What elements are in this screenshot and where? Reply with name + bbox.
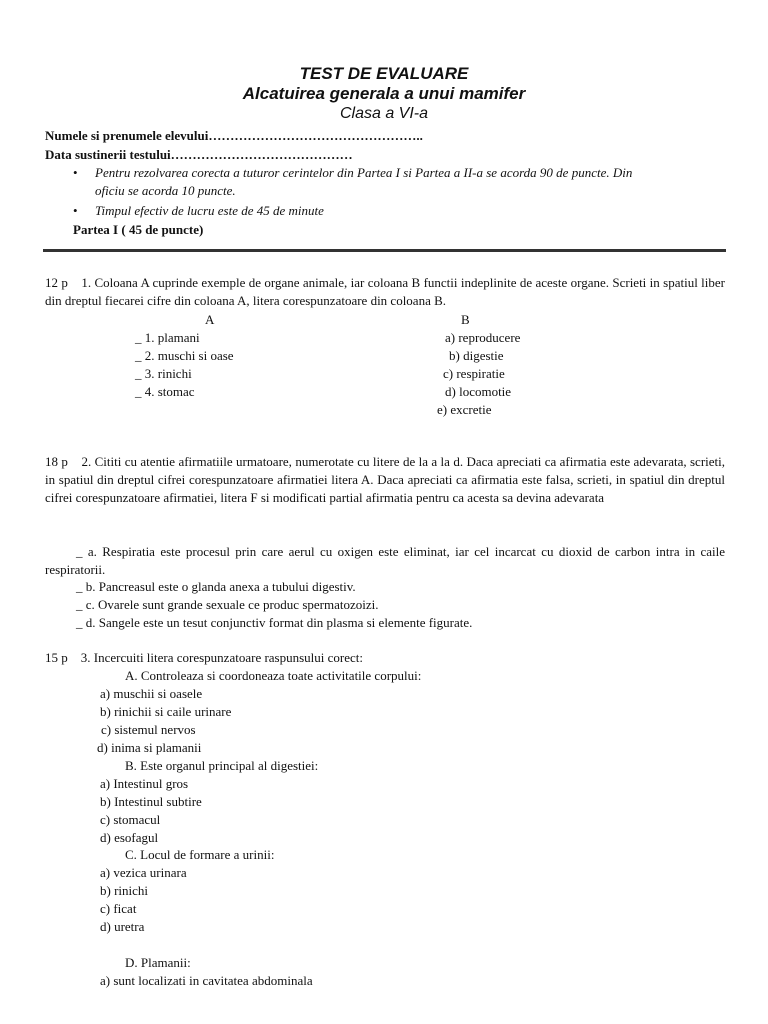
subquestion-a-title: A. Controleaza si coordoneaza toate activitatile corpului: bbox=[125, 668, 422, 683]
points-label: 15 p bbox=[45, 650, 68, 665]
column-b-item: c) respiratie bbox=[443, 366, 505, 381]
answer-option: b) rinichii si caile urinare bbox=[100, 704, 232, 719]
question-text: 3. Incercuiti litera corespunzatoare raspunsului corect: bbox=[80, 650, 364, 665]
bullet-icon: • bbox=[73, 165, 78, 180]
answer-option: d) inima si plamanii bbox=[97, 740, 202, 755]
column-b-item: d) locomotie bbox=[445, 384, 512, 399]
statement-d: _ d. Sangele este un tesut conjunctiv format din plasma si elemente figurate. bbox=[76, 615, 473, 630]
student-name-field: Numele si prenumele elevului………………………………………….. bbox=[45, 128, 423, 143]
points-label: 18 p bbox=[45, 454, 68, 469]
column-b-item: b) digestie bbox=[449, 348, 504, 363]
instructions-bullet-2: • Timpul efectiv de lucru este de 45 de minute bbox=[73, 203, 324, 218]
statement-a: _ a. Respiratia este procesul prin care aerul cu oxigen este eliminat, iar cel incarcat cu dioxid de carbon intra in caile respiratorii. bbox=[45, 544, 725, 577]
answer-option: c) sistemul nervos bbox=[101, 722, 196, 737]
answer-option: b) Intestinul subtire bbox=[100, 794, 202, 809]
test-subtitle: Alcatuirea generala a unui mamifer bbox=[242, 84, 526, 103]
points-label: 12 p bbox=[45, 275, 68, 290]
answer-option: d) esofagul bbox=[100, 830, 159, 845]
question-3-text bbox=[45, 649, 363, 667]
subquestion-d-title: D. Plamanii: bbox=[125, 955, 191, 970]
question-2-text bbox=[45, 453, 725, 507]
answer-option: a) vezica urinara bbox=[100, 865, 187, 880]
answer-option: a) muschii si oasele bbox=[100, 686, 203, 701]
statement-b: _ b. Pancreasul este o glanda anexa a tubului digestiv. bbox=[76, 579, 356, 594]
question-1-text bbox=[45, 274, 725, 310]
answer-option: c) ficat bbox=[100, 901, 137, 916]
column-a-item: _ 4. stomac bbox=[135, 384, 195, 399]
column-a-item: _ 2. muschi si oase bbox=[135, 348, 234, 363]
column-a-item: _ 1. plamani bbox=[135, 330, 200, 345]
subquestion-b-title: B. Este organul principal al digestiei: bbox=[125, 758, 319, 773]
question-text: 1. Coloana A cuprinde exemple de organe animale, iar coloana B functii indeplinite de aceste organe. Scrieti in spatiul liber din dreptul fiecarei cifre din coloana A, litera corespunzatoare din coloana B. bbox=[45, 275, 726, 308]
test-date-field: Data sustinerii testului…………………………………… bbox=[45, 147, 353, 162]
column-a-item: _ 3. rinichi bbox=[135, 366, 192, 381]
answer-option: a) Intestinul gros bbox=[100, 776, 189, 791]
part-heading: Partea I ( 45 de puncte) bbox=[73, 222, 204, 237]
column-b-item: e) excretie bbox=[437, 402, 492, 417]
bullet-icon: • bbox=[73, 203, 78, 218]
answer-option: c) stomacul bbox=[100, 812, 161, 827]
column-b-item: a) reproducere bbox=[445, 330, 521, 345]
section-divider bbox=[43, 249, 726, 252]
class-label: Clasa a VI-a bbox=[339, 105, 429, 122]
answer-option: b) rinichi bbox=[100, 883, 149, 898]
instructions-bullet-1: • Pentru rezolvarea corecta a tuturor cerintelor din Partea I si Partea a II-a se acorda 90 de puncte. Din oficiu se acorda 10 puncte. bbox=[73, 165, 633, 198]
column-b-header: B bbox=[461, 312, 470, 327]
test-title: TEST DE EVALUARE bbox=[299, 64, 469, 83]
column-a-header: A bbox=[205, 312, 215, 327]
subquestion-c-title: C. Locul de formare a urinii: bbox=[125, 847, 275, 862]
statement-c: _ c. Ovarele sunt grande sexuale ce produc spermatozoizi. bbox=[76, 597, 379, 612]
answer-option: a) sunt localizati in cavitatea abdominala bbox=[100, 973, 313, 988]
question-text: 2. Cititi cu atentie afirmatiile urmatoare, numerotate cu litere de la a la d. Daca apreciati ca afirmatia este adevarata, scrieti, in spatiul din dreptul cifrei corespunzatoare afirmatiei litera A. Daca apreciati ca afirmatia este falsa, scrieti, in spatiul din dreptul cifrei corespunzatoare afirmatiei, litera F si modificati partial afirmatia pentru ca acesta sa devina adevarata bbox=[45, 454, 726, 505]
answer-option: d) uretra bbox=[100, 919, 145, 934]
